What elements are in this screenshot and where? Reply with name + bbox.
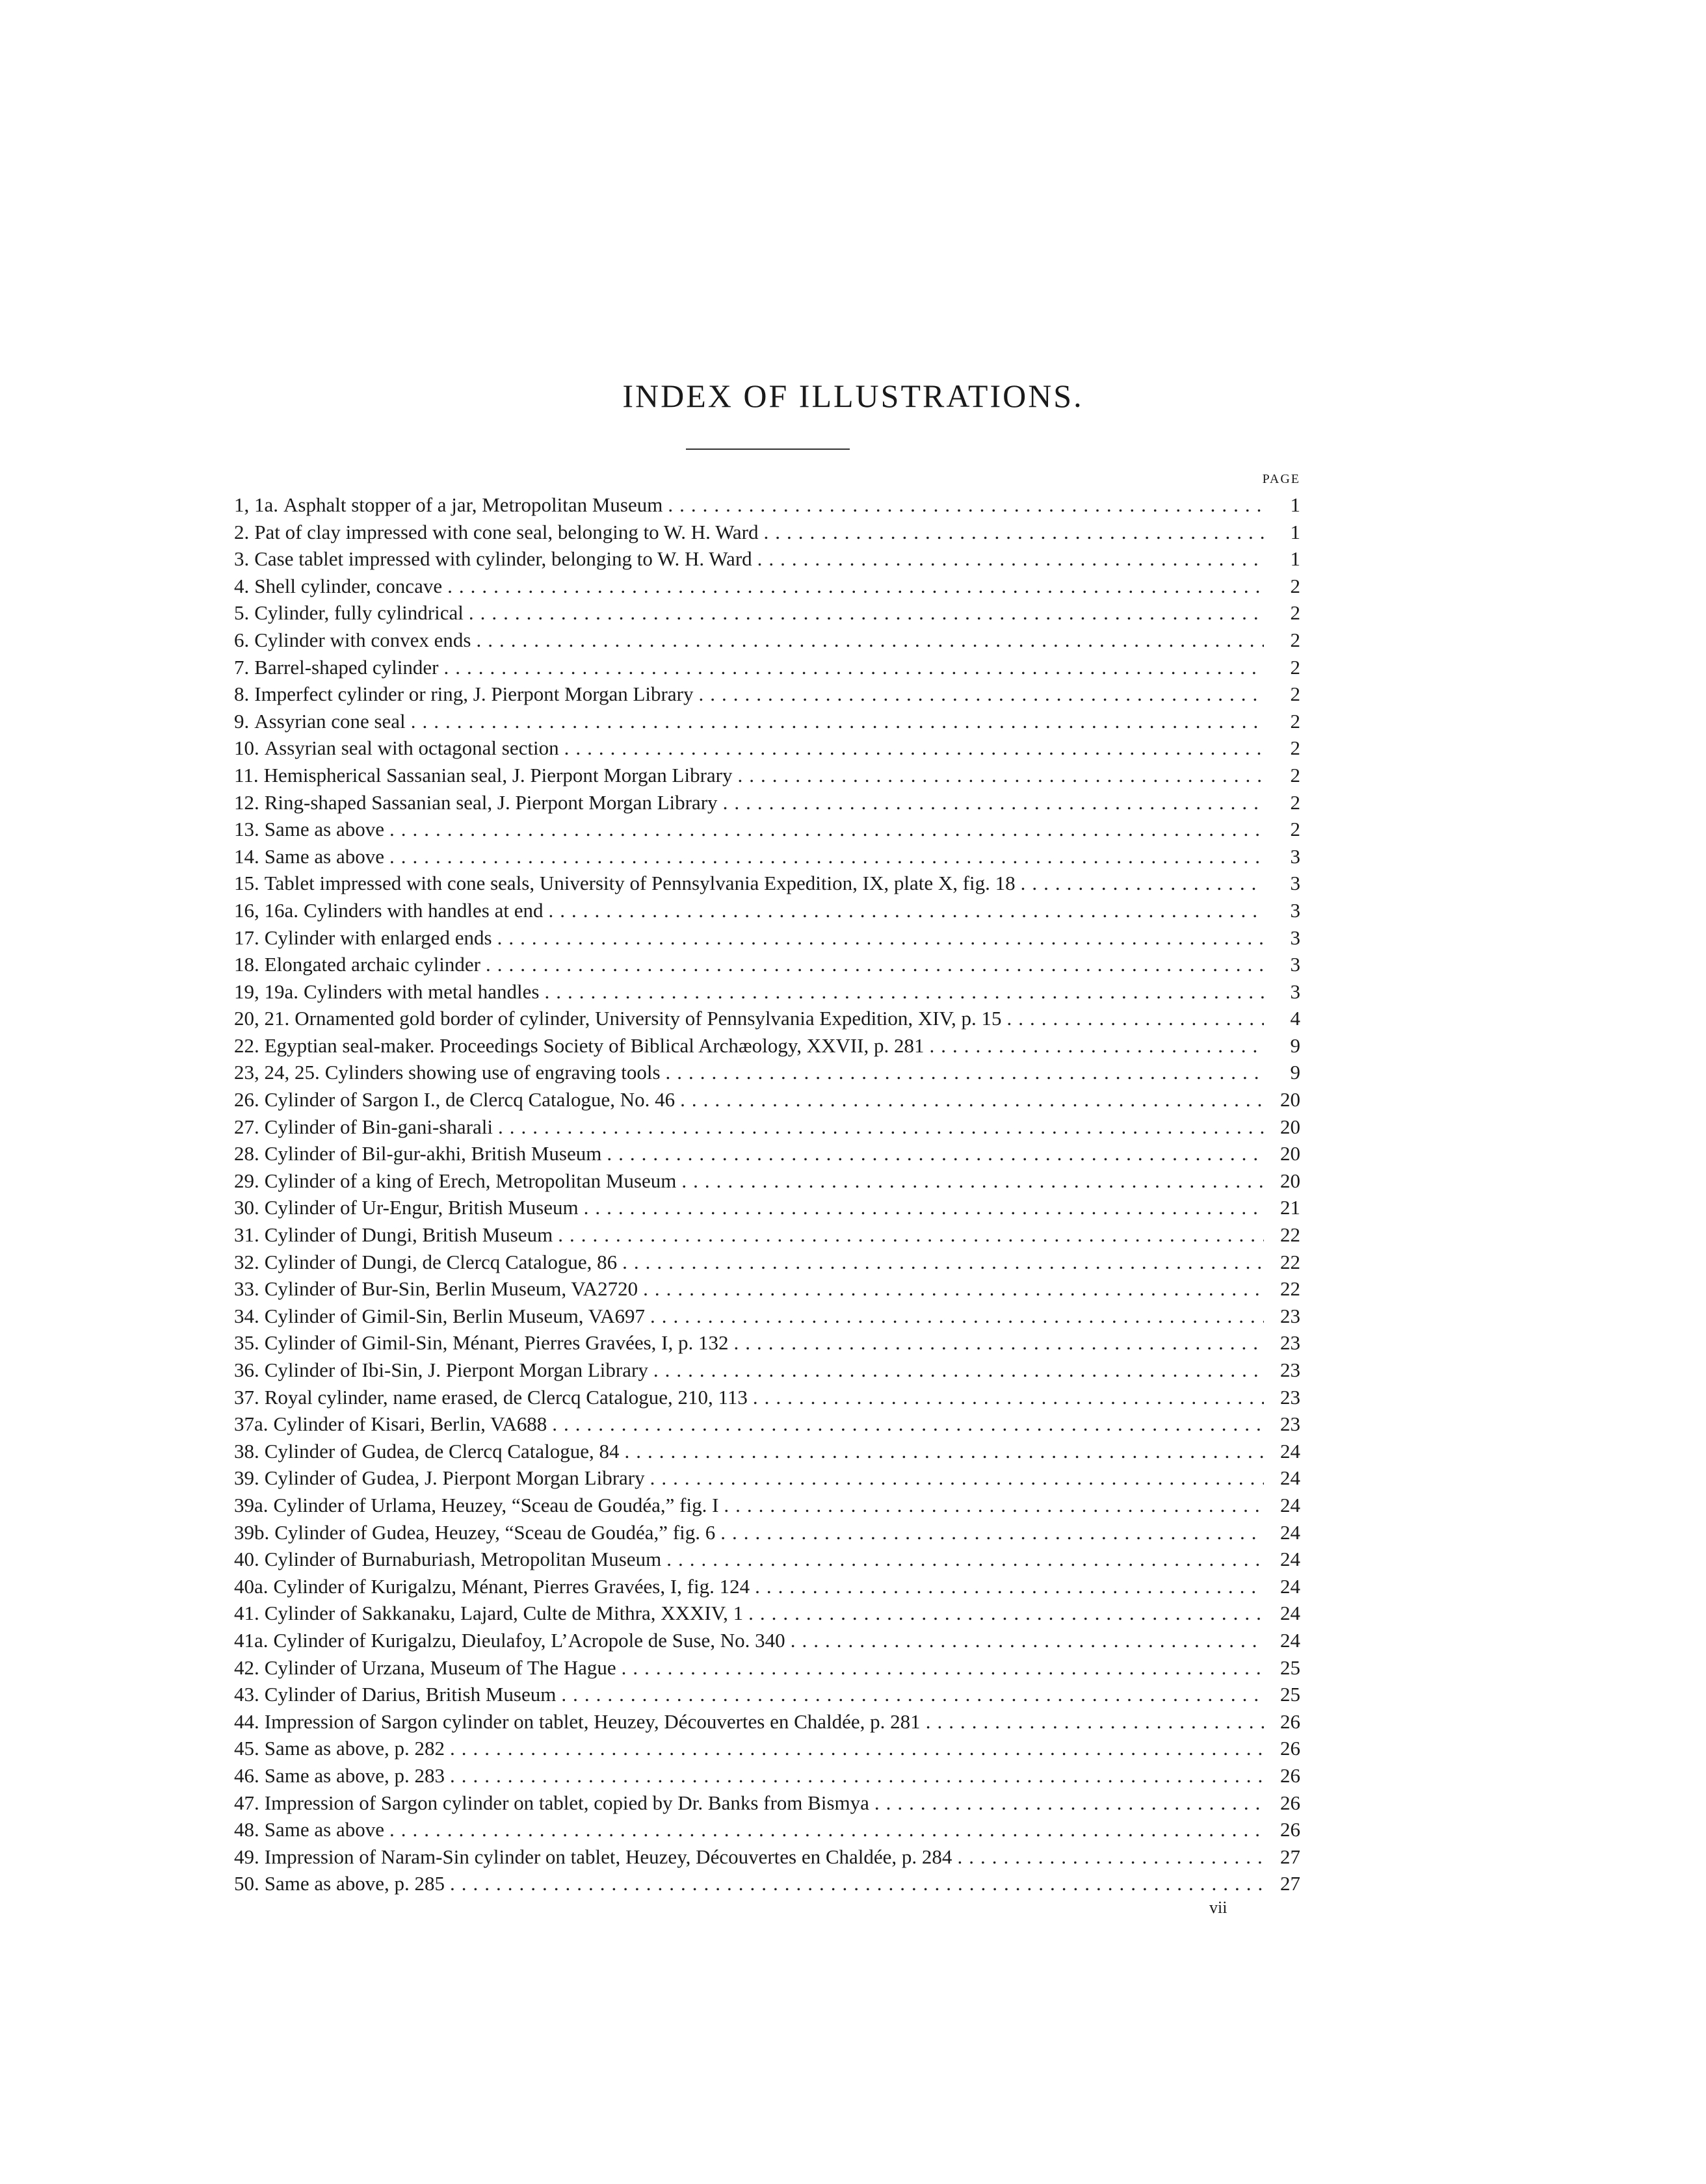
dot-leader (450, 1870, 1264, 1897)
dot-leader (498, 1113, 1264, 1141)
entry-page-number: 27 (1280, 1845, 1300, 1868)
dot-leader (757, 545, 1264, 573)
entry-description: Cylinders with handles at end (304, 898, 544, 922)
dot-leader (733, 1329, 1264, 1357)
entry-number: 15. (234, 872, 259, 895)
entry-page-number: 24 (1280, 1548, 1300, 1571)
index-entry (234, 1762, 1300, 1789)
entry-number: 46. (234, 1763, 259, 1787)
dot-leader (681, 1167, 1264, 1195)
entry-number: 41. (234, 1602, 259, 1625)
entry-description: Impression of Sargon cylinder on tablet, Heuzey, Découvertes en Chaldée, p. 281 (264, 1710, 921, 1733)
index-entry (234, 1005, 1300, 1032)
entry-page-number: 2 (1290, 601, 1300, 625)
dot-leader (791, 1627, 1264, 1654)
entry-description: Shell cylinder, concave (254, 574, 443, 597)
entry-description: Impression of Sargon cylinder on tablet, copied by Dr. Banks from Bismya (264, 1791, 869, 1814)
dot-leader (668, 491, 1264, 519)
page-column-label: PAGE (1262, 472, 1300, 486)
dot-leader (720, 1519, 1264, 1546)
entry-number: 22. (234, 1034, 259, 1057)
entry-description: Cylinder, fully cylindrical (254, 601, 464, 625)
entry-description: Same as above (264, 844, 384, 868)
entry-page-number: 2 (1290, 628, 1300, 651)
index-entry (234, 681, 1300, 708)
index-entry (234, 1329, 1300, 1357)
dot-leader (389, 1816, 1264, 1843)
index-entry (234, 978, 1300, 1006)
dot-leader (447, 573, 1264, 600)
index-entry (234, 1357, 1300, 1384)
entry-number: 2. (234, 520, 250, 543)
index-entry (234, 1249, 1300, 1276)
dot-leader (497, 924, 1264, 952)
entry-number: 39a. (234, 1493, 269, 1516)
entry-description: Impression of Naram-Sin cylinder on tablet, Heuzey, Découvertes en Chaldée, p. 284 (264, 1845, 952, 1868)
entry-page-number: 4 (1290, 1007, 1300, 1030)
entry-description: Elongated archaic cylinder (264, 953, 480, 976)
entry-page-number: 1 (1290, 493, 1300, 516)
index-entry (234, 1870, 1300, 1897)
entry-page-number: 3 (1290, 926, 1300, 949)
index-entry (234, 1167, 1300, 1195)
dot-leader (723, 789, 1264, 816)
index-entry (234, 654, 1300, 681)
dot-leader (1007, 1005, 1264, 1032)
entry-description: Cylinder of Kurigalzu, Ménant, Pierres Gravées, I, fig. 124 (273, 1574, 750, 1598)
entry-page-number: 23 (1280, 1331, 1300, 1355)
dot-leader (552, 1410, 1264, 1438)
dot-leader (561, 1681, 1264, 1708)
entry-description: Ring-shaped Sassanian seal, J. Pierpont Morgan Library (264, 790, 718, 814)
entry-number: 10. (234, 736, 259, 760)
dot-leader (389, 843, 1264, 870)
entry-number: 32. (234, 1250, 259, 1273)
entry-description: Cylinder of Bil-gur-akhi, British Museum (264, 1142, 602, 1165)
entry-number: 44. (234, 1710, 259, 1733)
dot-leader (564, 734, 1264, 762)
entry-page-number: 2 (1290, 682, 1300, 706)
entry-page-number: 23 (1280, 1358, 1300, 1381)
entry-number: 31. (234, 1223, 259, 1247)
entry-number: 16, 16a. (234, 898, 299, 922)
entry-page-number: 2 (1290, 818, 1300, 841)
entry-description: Cylinder of Dungi, de Clercq Catalogue, 86 (264, 1250, 618, 1273)
index-entry (234, 1681, 1300, 1708)
entry-number: 27. (234, 1115, 259, 1138)
entry-number: 11. (234, 763, 259, 786)
index-entry (234, 573, 1300, 600)
entry-page-number: 9 (1290, 1061, 1300, 1084)
dot-leader (622, 1249, 1264, 1276)
index-entry (234, 1086, 1300, 1113)
entry-page-number: 20 (1280, 1088, 1300, 1112)
entry-description: Cylinders showing use of engraving tools (324, 1061, 661, 1084)
entry-number: 23, 24, 25. (234, 1061, 320, 1084)
entry-description: Cylinder of Dungi, British Museum (264, 1223, 553, 1247)
dot-leader (724, 1492, 1264, 1519)
entry-description: Cylinder of Gudea, J. Pierpont Morgan Library (264, 1466, 645, 1490)
entry-page-number: 3 (1290, 953, 1300, 976)
dot-leader (443, 654, 1264, 681)
index-entry (234, 1492, 1300, 1519)
dot-leader (643, 1275, 1264, 1303)
entry-page-number: 20 (1280, 1115, 1300, 1138)
index-entry (234, 734, 1300, 762)
entry-number: 36. (234, 1358, 259, 1381)
index-entry (234, 870, 1300, 897)
index-entry (234, 762, 1300, 789)
index-entry (234, 789, 1300, 816)
dot-leader (584, 1194, 1264, 1221)
entry-number: 13. (234, 818, 259, 841)
entry-page-number: 3 (1290, 872, 1300, 895)
entry-page-number: 2 (1290, 736, 1300, 760)
entry-page-number: 22 (1280, 1277, 1300, 1301)
entry-description: Cylinder of Gudea, de Clercq Catalogue, 84 (264, 1439, 620, 1462)
index-entry (234, 1464, 1300, 1492)
index-entry (234, 1194, 1300, 1221)
index-entry (234, 708, 1300, 735)
entry-description: Cylinder of Kurigalzu, Dieulafoy, L’Acropole de Suse, No. 340 (273, 1628, 785, 1652)
index-entry (234, 1573, 1300, 1600)
index-entry (234, 1546, 1300, 1573)
index-entry (234, 843, 1300, 870)
entry-description: Cylinder of Bin-gani-sharali (264, 1115, 493, 1138)
dot-leader (607, 1140, 1264, 1167)
entry-description: Cylinder of Bur-Sin, Berlin Museum, VA2720 (264, 1277, 638, 1301)
entry-description: Cylinder with convex ends (254, 628, 471, 651)
entry-description: Cylinder of Gimil-Sin, Berlin Museum, VA697 (264, 1304, 646, 1327)
entry-page-number: 20 (1280, 1142, 1300, 1165)
entry-number: 14. (234, 844, 259, 868)
index-entry (234, 1600, 1300, 1627)
index-entry (234, 951, 1300, 978)
entry-description: Egyptian seal-maker. Proceedings Society of Biblical Archæology, XXVII, p. 281 (264, 1034, 925, 1057)
entry-number: 39. (234, 1466, 259, 1490)
entry-number: 45. (234, 1737, 259, 1760)
index-entry (234, 1410, 1300, 1438)
dot-leader (737, 762, 1264, 789)
entry-page-number: 2 (1290, 709, 1300, 733)
entry-number: 47. (234, 1791, 259, 1814)
entry-page-number: 2 (1290, 763, 1300, 786)
index-entry (234, 897, 1300, 924)
index-entry (234, 519, 1300, 546)
entry-page-number: 24 (1280, 1466, 1300, 1490)
dot-leader (625, 1438, 1264, 1465)
entry-page-number: 2 (1290, 574, 1300, 597)
index-entry (234, 1843, 1300, 1871)
entry-number: 7. (234, 655, 250, 679)
entry-description: Cylinder of Urzana, Museum of The Hague (264, 1656, 616, 1679)
illustration-index-list (234, 491, 1300, 1897)
entry-number: 28. (234, 1142, 259, 1165)
dot-leader (957, 1843, 1264, 1871)
entry-number: 39b. (234, 1520, 270, 1544)
entry-page-number: 24 (1280, 1520, 1300, 1544)
entry-number: 37. (234, 1385, 259, 1409)
entry-number: 40. (234, 1548, 259, 1571)
entry-number: 26. (234, 1088, 259, 1112)
entry-page-number: 1 (1290, 547, 1300, 571)
entry-page-number: 3 (1290, 980, 1300, 1003)
index-entry (234, 1303, 1300, 1330)
entry-page-number: 21 (1280, 1196, 1300, 1219)
index-entry (234, 1708, 1300, 1736)
dot-leader (469, 599, 1264, 627)
index-entry (234, 816, 1300, 843)
entry-page-number: 24 (1280, 1439, 1300, 1462)
entry-description: Hemispherical Sassanian seal, J. Pierpont Morgan Library (263, 763, 733, 786)
entry-page-number: 3 (1290, 844, 1300, 868)
index-entry (234, 1113, 1300, 1141)
page-folio: vii (1209, 1898, 1227, 1917)
index-entry (234, 491, 1300, 519)
entry-description: Same as above, p. 283 (264, 1763, 445, 1787)
entry-description: Assyrian seal with octagonal section (264, 736, 559, 760)
index-entry (234, 1032, 1300, 1060)
entry-description: Cylinder of Ur-Engur, British Museum (264, 1196, 579, 1219)
entry-page-number: 25 (1280, 1683, 1300, 1706)
index-entry (234, 1627, 1300, 1654)
entry-number: 19, 19a. (234, 980, 299, 1003)
entry-page-number: 24 (1280, 1628, 1300, 1652)
entry-number: 33. (234, 1277, 259, 1301)
dot-leader (753, 1384, 1264, 1411)
entry-description: Royal cylinder, name erased, de Clercq Catalogue, 210, 113 (264, 1385, 748, 1409)
entry-description: Cylinder with enlarged ends (264, 926, 492, 949)
entry-page-number: 25 (1280, 1656, 1300, 1679)
entry-page-number: 2 (1290, 655, 1300, 679)
entry-description: Cylinder of Kisari, Berlin, VA688 (273, 1412, 547, 1436)
entry-page-number: 22 (1280, 1223, 1300, 1247)
entry-description: Same as above (264, 1818, 384, 1841)
dot-leader (926, 1708, 1264, 1736)
index-entry (234, 1735, 1300, 1762)
index-entry (234, 545, 1300, 573)
dot-leader (650, 1464, 1264, 1492)
index-entry (234, 1654, 1300, 1682)
entry-number: 17. (234, 926, 259, 949)
entry-description: Assyrian cone seal (254, 709, 406, 733)
entry-page-number: 26 (1280, 1763, 1300, 1787)
index-entry (234, 1519, 1300, 1546)
entry-page-number: 23 (1280, 1304, 1300, 1327)
index-entry (234, 1140, 1300, 1167)
entry-number: 3. (234, 547, 250, 571)
index-entry (234, 1275, 1300, 1303)
entry-number: 49. (234, 1845, 259, 1868)
entry-number: 48. (234, 1818, 259, 1841)
title-divider (686, 448, 850, 450)
dot-leader (544, 978, 1264, 1006)
entry-page-number: 20 (1280, 1169, 1300, 1192)
dot-leader (930, 1032, 1264, 1060)
index-entry (234, 1816, 1300, 1843)
entry-number: 34. (234, 1304, 259, 1327)
entry-description: Tablet impressed with cone seals, University of Pennsylvania Expedition, IX, plate X, fig. 18 (264, 872, 1016, 895)
entry-page-number: 9 (1290, 1034, 1300, 1057)
entry-number: 20, 21. (234, 1007, 290, 1030)
entry-page-number: 26 (1280, 1737, 1300, 1760)
entry-description: Ornamented gold border of cylinder, University of Pennsylvania Expedition, XIV, p. 15 (295, 1007, 1002, 1030)
index-entry (234, 924, 1300, 952)
entry-page-number: 23 (1280, 1412, 1300, 1436)
entry-description: Cylinder of Gimil-Sin, Ménant, Pierres Gravées, I, p. 132 (264, 1331, 729, 1355)
entry-description: Cylinder of a king of Erech, Metropolitan Museum (264, 1169, 677, 1192)
index-entry (234, 627, 1300, 654)
dot-leader (622, 1654, 1264, 1682)
entry-page-number: 2 (1290, 790, 1300, 814)
entry-page-number: 27 (1280, 1872, 1300, 1895)
dot-leader (389, 816, 1264, 843)
entry-number: 4. (234, 574, 250, 597)
page-title: INDEX OF ILLUSTRATIONS. (622, 378, 1084, 414)
entry-description: Same as above, p. 282 (264, 1737, 445, 1760)
dot-leader (666, 1059, 1264, 1086)
entry-description: Pat of clay impressed with cone seal, belonging to W. H. Ward (254, 520, 759, 543)
dot-leader (486, 951, 1264, 978)
entry-description: Cylinder of Burnaburiash, Metropolitan Museum (264, 1548, 662, 1571)
entry-number: 38. (234, 1439, 259, 1462)
entry-number: 35. (234, 1331, 259, 1355)
dot-leader (411, 708, 1264, 735)
entry-page-number: 24 (1280, 1602, 1300, 1625)
dot-leader (755, 1573, 1264, 1600)
dot-leader (476, 627, 1264, 654)
entry-page-number: 24 (1280, 1574, 1300, 1598)
entry-number: 43. (234, 1683, 259, 1706)
entry-description: Imperfect cylinder or ring, J. Pierpont Morgan Library (254, 682, 694, 706)
entry-description: Cylinder of Gudea, Heuzey, “Sceau de Goudéa,” fig. 6 (274, 1520, 716, 1544)
dot-leader (698, 681, 1264, 708)
entry-page-number: 26 (1280, 1791, 1300, 1814)
entry-description: Cylinders with metal handles (304, 980, 540, 1003)
index-entry (234, 1789, 1300, 1817)
entry-description: Same as above, p. 285 (264, 1872, 445, 1895)
dot-leader (650, 1303, 1264, 1330)
entry-number: 50. (234, 1872, 259, 1895)
entry-number: 8. (234, 682, 250, 706)
dot-leader (450, 1735, 1264, 1762)
entry-page-number: 22 (1280, 1250, 1300, 1273)
entry-number: 37a. (234, 1412, 269, 1436)
entry-page-number: 3 (1290, 898, 1300, 922)
entry-description: Cylinder of Ibi-Sin, J. Pierpont Morgan Library (264, 1358, 648, 1381)
index-entry (234, 1438, 1300, 1465)
entry-number: 30. (234, 1196, 259, 1219)
entry-description: Asphalt stopper of a jar, Metropolitan Museum (283, 493, 663, 516)
entry-number: 6. (234, 628, 250, 651)
dot-leader (680, 1086, 1264, 1113)
entry-number: 41a. (234, 1628, 269, 1652)
entry-page-number: 1 (1290, 520, 1300, 543)
index-entry (234, 1059, 1300, 1086)
entry-number: 9. (234, 709, 250, 733)
dot-leader (549, 897, 1264, 924)
entry-page-number: 26 (1280, 1818, 1300, 1841)
dot-leader (748, 1600, 1264, 1627)
entry-number: 29. (234, 1169, 259, 1192)
dot-leader (874, 1789, 1264, 1817)
dot-leader (763, 519, 1264, 546)
entry-description: Cylinder of Sakkanaku, Lajard, Culte de Mithra, XXXIV, 1 (264, 1602, 744, 1625)
entry-number: 5. (234, 601, 250, 625)
index-entry (234, 1384, 1300, 1411)
dot-leader (1021, 870, 1264, 897)
entry-page-number: 26 (1280, 1710, 1300, 1733)
dot-leader (666, 1546, 1264, 1573)
entry-number: 12. (234, 790, 259, 814)
entry-number: 1, 1a. (234, 493, 279, 516)
entry-description: Cylinder of Urlama, Heuzey, “Sceau de Goudéa,” fig. I (273, 1493, 719, 1516)
entry-description: Barrel-shaped cylinder (254, 655, 439, 679)
entry-number: 42. (234, 1656, 259, 1679)
dot-leader (653, 1357, 1264, 1384)
index-entry (234, 599, 1300, 627)
entry-number: 40a. (234, 1574, 269, 1598)
entry-page-number: 23 (1280, 1385, 1300, 1409)
dot-leader (450, 1762, 1264, 1789)
entry-description: Cylinder of Sargon I., de Clercq Catalogue, No. 46 (264, 1088, 676, 1112)
entry-description: Case tablet impressed with cylinder, belonging to W. H. Ward (254, 547, 752, 571)
entry-description: Same as above (264, 818, 384, 841)
entry-page-number: 24 (1280, 1493, 1300, 1516)
entry-number: 18. (234, 953, 259, 976)
dot-leader (558, 1221, 1264, 1249)
entry-description: Cylinder of Darius, British Museum (264, 1683, 557, 1706)
index-entry (234, 1221, 1300, 1249)
